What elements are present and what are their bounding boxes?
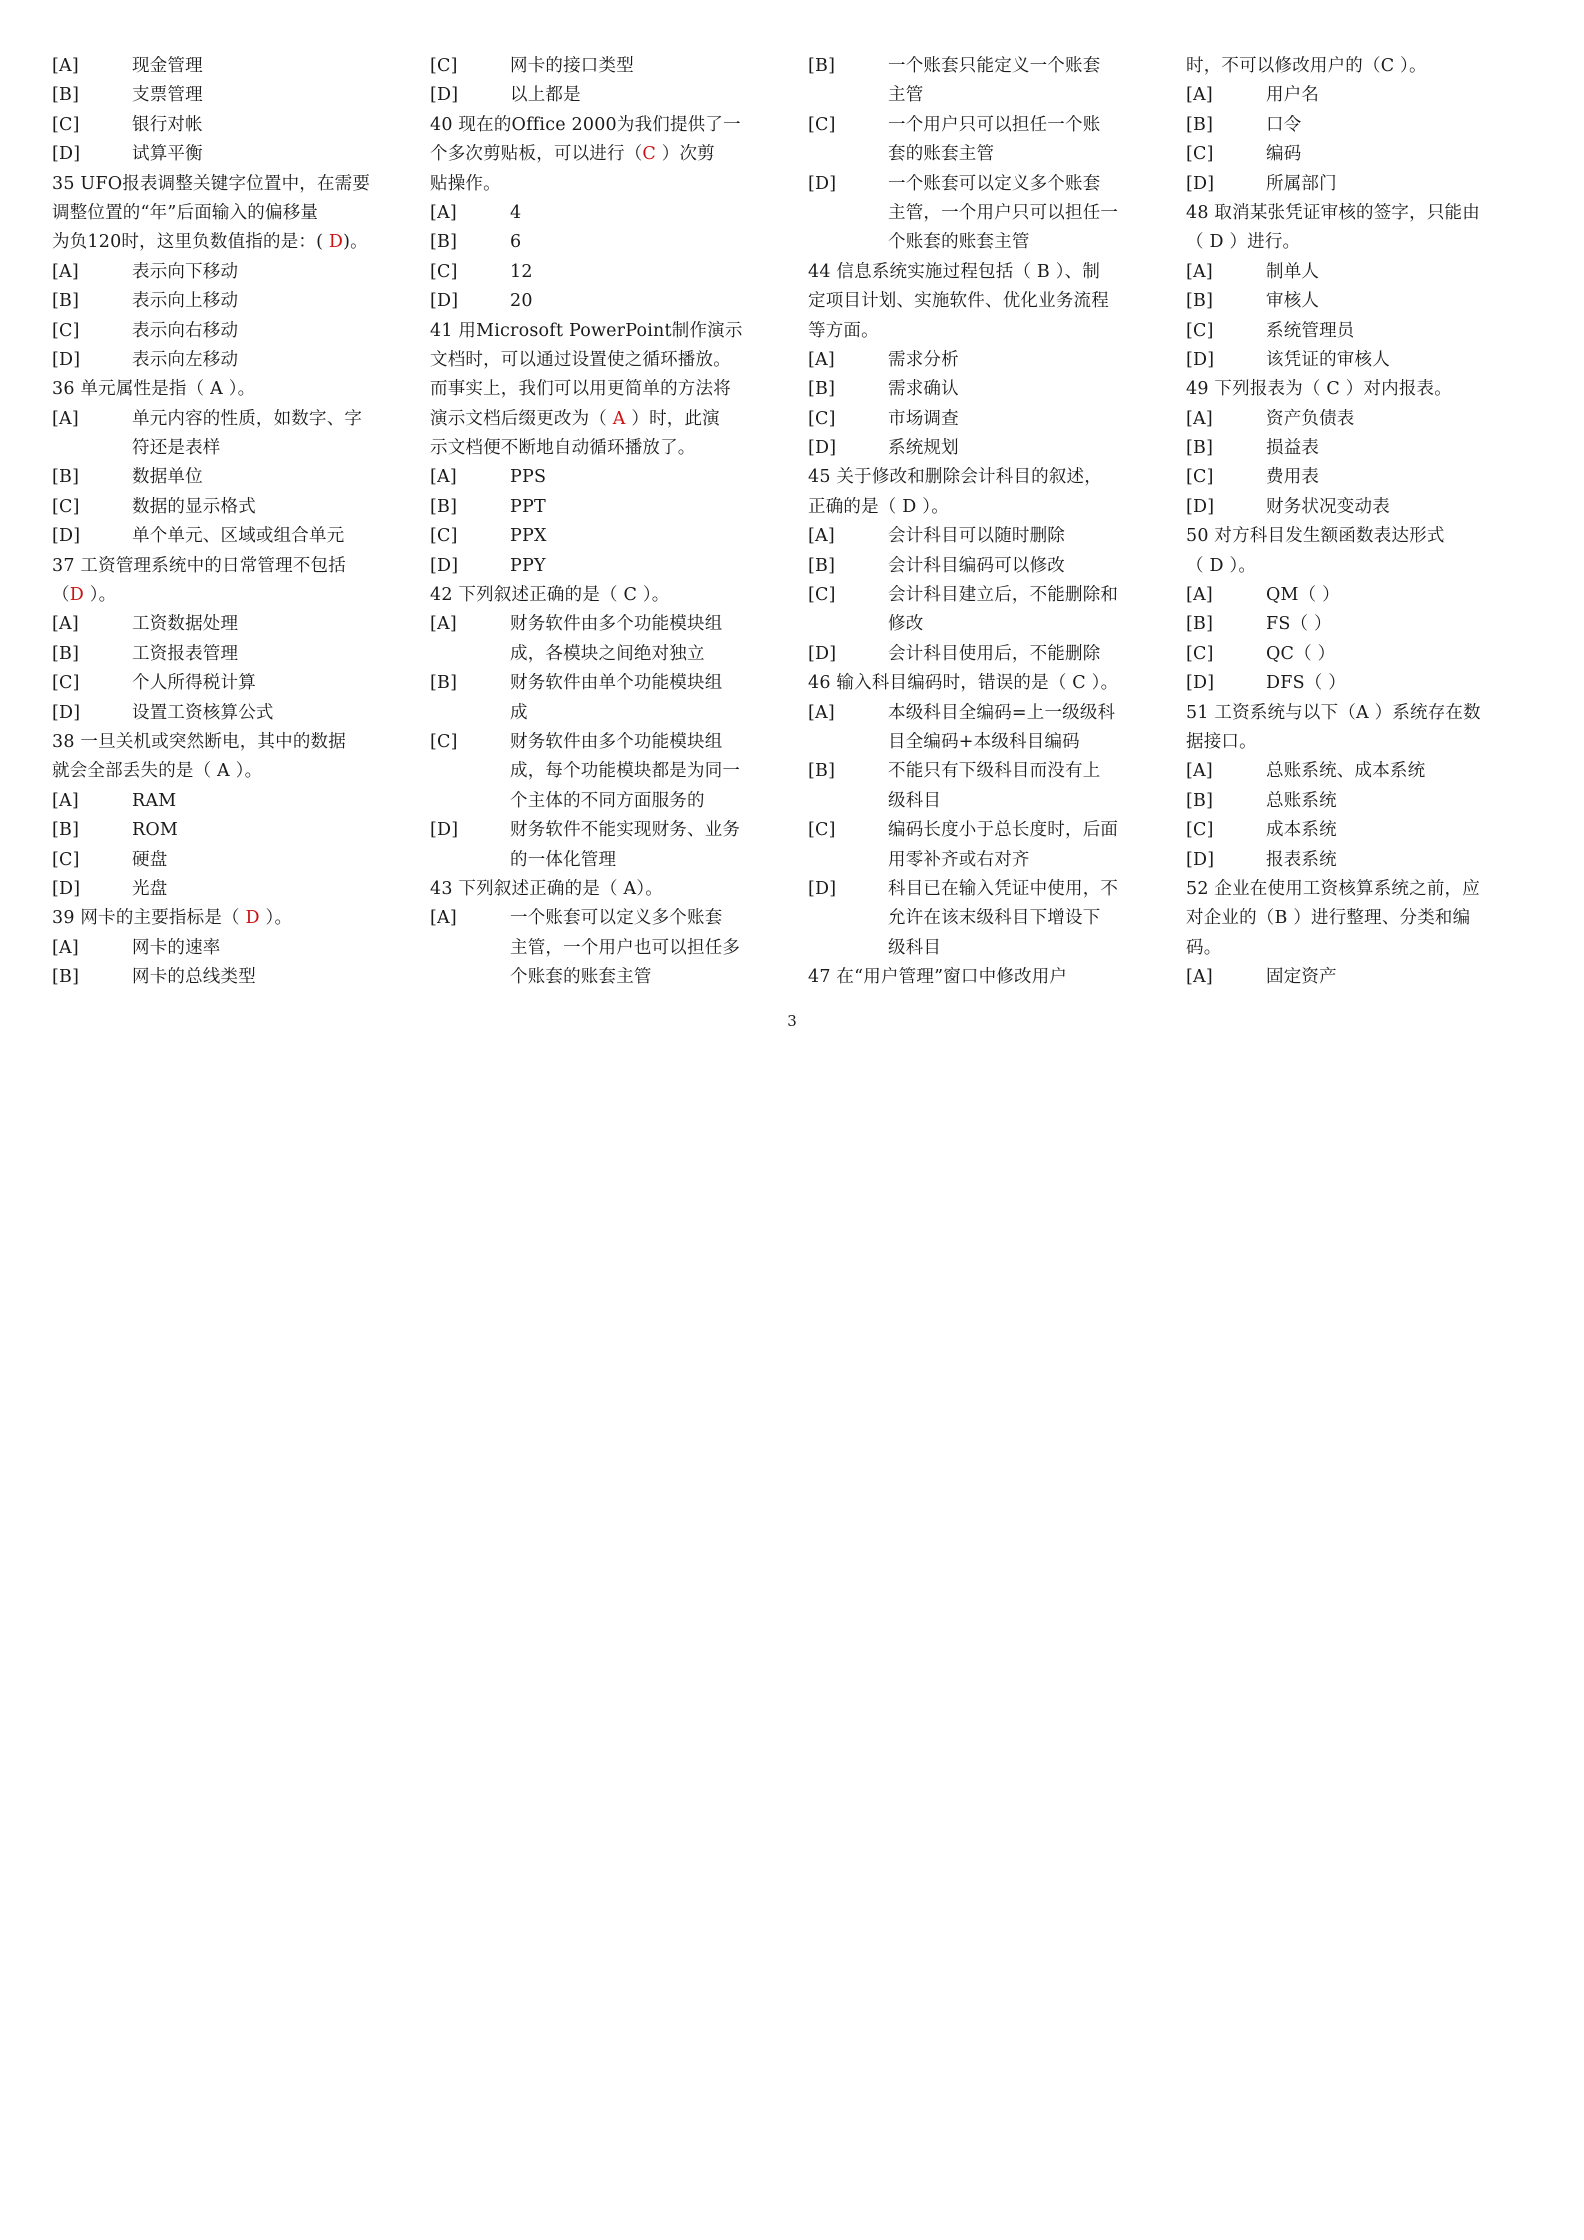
question-line: 50 对方科目发生额函数表达形式: [1186, 526, 1445, 547]
option-row: [52, 846, 402, 875]
option-label: [C]: [1186, 467, 1214, 488]
question-text: ）。: [259, 908, 293, 929]
option-label: [D]: [52, 526, 81, 547]
option-text: 光盘: [132, 878, 168, 899]
option-text: 工资报表管理: [132, 643, 239, 664]
option-text: 表示向左移动: [132, 349, 239, 370]
option-row: [808, 375, 1158, 404]
option-label: [B]: [52, 291, 80, 312]
option-row: [808, 111, 1158, 140]
option-text: QC（ ）: [1266, 643, 1336, 664]
option-label: [B]: [1186, 438, 1214, 459]
option-row: [52, 52, 402, 81]
option-row: [430, 258, 780, 287]
option-text: 需求分析: [888, 349, 959, 370]
option-continuation: 修改: [888, 614, 924, 635]
option-label: [A]: [1186, 761, 1213, 782]
option-continuation: 级科目: [888, 790, 942, 811]
option-row: [1186, 405, 1536, 434]
option-label: [A]: [430, 467, 457, 488]
option-text: 会计科目使用后，不能删除: [888, 643, 1101, 664]
question-text: （: [52, 585, 70, 606]
question-line: 43 下列叙述正确的是（ A）。: [430, 878, 663, 899]
question-line: 40 现在的Office 2000为我们提供了一: [430, 114, 741, 135]
option-row: [1186, 581, 1536, 610]
option-label: [C]: [430, 731, 458, 752]
option-text: 会计科目可以随时删除: [888, 526, 1065, 547]
page-number: 3: [787, 1012, 797, 1030]
option-text: 口令: [1266, 114, 1302, 135]
question-line: 46 输入科目编码时，错误的是（ C ）。: [808, 673, 1119, 694]
option-label: [D]: [808, 878, 837, 899]
option-continuation: 成: [510, 702, 528, 723]
option-row: [430, 904, 780, 933]
option-row: [1186, 170, 1536, 199]
option-text: 硬盘: [132, 849, 168, 870]
answer-mark: A: [612, 408, 626, 429]
option-continuation: 成，各模块之间绝对独立: [510, 643, 705, 664]
option-row: [1186, 258, 1536, 287]
option-text: 总账系统、成本系统: [1266, 761, 1426, 782]
option-label: [A]: [1186, 585, 1213, 606]
option-label: [D]: [430, 85, 459, 106]
answer-mark: D: [69, 585, 84, 606]
question-line: 定项目计划、实施软件、优化业务流程: [808, 291, 1109, 312]
option-text: 单元内容的性质，如数字、字: [132, 408, 363, 429]
option-text: FS（ ）: [1266, 614, 1332, 635]
option-row: [1186, 963, 1536, 992]
option-text: 本级科目全编码=上一级级科: [888, 702, 1116, 723]
question-text: 为负120时，这里负数值指的是：(: [52, 232, 329, 253]
option-continuation: 个账套的账套主管: [888, 232, 1030, 253]
option-label: [A]: [808, 349, 835, 370]
question-line: 44 信息系统实施过程包括（ B ）、制: [808, 261, 1101, 282]
question-text: ）时，此演: [625, 408, 720, 429]
question-line: 38 一旦关机或突然断电，其中的数据: [52, 731, 346, 752]
option-label: [D]: [808, 173, 837, 194]
option-row: [430, 610, 780, 639]
option-text: 一个账套只能定义一个账套: [888, 56, 1101, 76]
option-text: 固定资产: [1266, 967, 1337, 988]
option-row: [808, 405, 1158, 434]
option-text: 编码长度小于总长度时，后面: [888, 820, 1119, 841]
option-text: 表示向下移动: [132, 261, 239, 282]
option-label: [D]: [1186, 849, 1215, 870]
option-row: [52, 963, 402, 992]
option-label: [B]: [52, 85, 80, 106]
question-text: 个多次剪贴板，可以进行（: [430, 144, 643, 165]
option-continuation: 主管，一个用户也可以担任多: [510, 937, 741, 958]
option-text: 财务软件不能实现财务、业务: [510, 820, 741, 841]
option-label: [C]: [808, 408, 836, 429]
option-row: [430, 52, 780, 81]
option-row: [430, 199, 780, 228]
option-label: [A]: [52, 56, 79, 76]
question-text: )。: [343, 232, 368, 253]
question-line: [52, 228, 402, 257]
option-row: [1186, 287, 1536, 316]
option-row: [1186, 463, 1536, 492]
option-label: [B]: [52, 467, 80, 488]
option-label: [A]: [1186, 261, 1213, 282]
option-text: 6: [510, 232, 522, 253]
option-text: RAM: [132, 790, 177, 811]
option-row: [52, 287, 402, 316]
option-label: [B]: [1186, 114, 1214, 135]
option-row: [52, 610, 402, 639]
option-label: [B]: [430, 673, 458, 694]
option-row: [808, 52, 1158, 81]
option-text: 设置工资核算公式: [132, 702, 274, 723]
option-continuation: 符还是表样: [132, 438, 221, 459]
question-line: 等方面。: [808, 320, 879, 341]
option-row: [52, 640, 402, 669]
question-line: （ D ）。: [1186, 555, 1257, 576]
option-text: 以上都是: [510, 85, 581, 106]
option-label: [C]: [1186, 144, 1214, 165]
question-line: 51 工资系统与以下（A ）系统存在数: [1186, 702, 1481, 723]
option-text: 编码: [1266, 144, 1302, 165]
option-text: 系统规划: [888, 438, 959, 459]
option-label: [B]: [52, 967, 80, 988]
option-row: [1186, 111, 1536, 140]
question-line: 48 取消某张凭证审核的签字，只能由: [1186, 202, 1480, 223]
option-label: [C]: [1186, 320, 1214, 341]
option-text: 表示向右移动: [132, 320, 239, 341]
option-text: 支票管理: [132, 85, 203, 106]
option-label: [D]: [1186, 173, 1215, 194]
option-text: 需求确认: [888, 379, 959, 400]
option-label: [B]: [808, 761, 836, 782]
option-text: 财务软件由多个功能模块组: [510, 614, 723, 635]
question-line: [52, 904, 402, 933]
question-line: 码。: [1186, 937, 1222, 958]
option-text: 所属部门: [1266, 173, 1337, 194]
question-line: 调整位置的“年”后面输入的偏移量: [52, 202, 319, 223]
option-label: [A]: [430, 202, 457, 223]
option-label: [A]: [1186, 967, 1213, 988]
question-line: [52, 581, 402, 610]
question-line: 据接口。: [1186, 731, 1257, 752]
question-line: 47 在“用户管理”窗口中修改用户: [808, 967, 1068, 988]
option-text: 总账系统: [1266, 790, 1337, 811]
option-label: [A]: [430, 908, 457, 929]
option-text: PPT: [510, 496, 546, 517]
option-row: [52, 405, 402, 434]
option-row: [808, 757, 1158, 786]
option-text: 费用表: [1266, 467, 1320, 488]
question-text: ）。: [83, 585, 117, 606]
option-label: [A]: [1186, 408, 1213, 429]
option-row: [52, 111, 402, 140]
option-label: [B]: [430, 232, 458, 253]
question-line: 就会全部丢失的是（ A ）。: [52, 761, 263, 782]
option-continuation: 个主体的不同方面服务的: [510, 790, 705, 811]
option-text: 制单人: [1266, 261, 1320, 282]
option-label: [C]: [808, 585, 836, 606]
option-row: [52, 699, 402, 728]
text-column-2: [430, 52, 780, 993]
answer-mark: D: [245, 908, 260, 929]
question-line: 42 下列叙述正确的是（ C ）。: [430, 585, 670, 606]
option-text: 一个账套可以定义多个账套: [510, 908, 723, 929]
option-row: [808, 640, 1158, 669]
option-text: 审核人: [1266, 291, 1320, 312]
option-text: 科目已在输入凭证中使用，不: [888, 878, 1119, 899]
option-text: 财务软件由单个功能模块组: [510, 673, 723, 694]
option-continuation: 套的账套主管: [888, 144, 995, 165]
option-text: 4: [510, 202, 522, 223]
option-text: 网卡的总线类型: [132, 967, 256, 988]
option-text: 损益表: [1266, 438, 1320, 459]
option-label: [B]: [430, 496, 458, 517]
option-text: ROM: [132, 820, 179, 841]
question-line: [430, 140, 780, 169]
option-row: [52, 669, 402, 698]
option-row: [430, 463, 780, 492]
option-row: [52, 463, 402, 492]
option-label: [C]: [52, 849, 80, 870]
option-row: [430, 669, 780, 698]
option-text: 数据的显示格式: [132, 496, 256, 517]
option-row: [1186, 434, 1536, 463]
option-label: [C]: [430, 261, 458, 282]
option-text: 银行对帐: [132, 114, 203, 135]
option-label: [B]: [52, 820, 80, 841]
question-line: 对企业的（B ）进行整理、分类和编: [1186, 908, 1471, 929]
option-continuation: 主管，一个用户只可以担任一: [888, 202, 1119, 223]
option-label: [D]: [808, 438, 837, 459]
option-label: [C]: [52, 320, 80, 341]
option-row: [430, 81, 780, 110]
option-continuation: 目全编码+本级科目编码: [888, 731, 1080, 752]
option-row: [52, 934, 402, 963]
option-text: 会计科目编码可以修改: [888, 555, 1065, 576]
option-label: [B]: [808, 555, 836, 576]
option-text: 个人所得税计算: [132, 673, 256, 694]
option-row: [52, 787, 402, 816]
option-text: 表示向上移动: [132, 291, 239, 312]
option-label: [A]: [808, 702, 835, 723]
option-row: [808, 699, 1158, 728]
option-row: [808, 522, 1158, 551]
option-row: [808, 552, 1158, 581]
option-text: 市场调查: [888, 408, 959, 429]
option-label: [A]: [52, 790, 79, 811]
text-column-4: [1186, 52, 1536, 993]
option-row: [430, 552, 780, 581]
option-label: [D]: [1186, 496, 1215, 517]
option-row: [430, 287, 780, 316]
option-row: [52, 317, 402, 346]
question-line: 36 单元属性是指（ A ）。: [52, 379, 256, 400]
option-text: 资产负债表: [1266, 408, 1355, 429]
option-text: 该凭证的审核人: [1266, 349, 1390, 370]
option-row: [430, 728, 780, 757]
option-text: 成本系统: [1266, 820, 1337, 841]
option-row: [430, 522, 780, 551]
option-row: [52, 522, 402, 551]
option-row: [52, 258, 402, 287]
option-text: 数据单位: [132, 467, 203, 488]
option-row: [808, 346, 1158, 375]
option-label: [A]: [52, 261, 79, 282]
option-text: 会计科目建立后，不能删除和: [888, 585, 1119, 606]
option-row: [430, 816, 780, 845]
option-continuation: 的一体化管理: [510, 849, 617, 870]
option-row: [808, 816, 1158, 845]
option-text: 财务状况变动表: [1266, 496, 1390, 517]
question-line: 贴操作。: [430, 173, 501, 194]
question-line: （ D ）进行。: [1186, 232, 1301, 253]
option-text: PPX: [510, 526, 547, 547]
option-row: [52, 493, 402, 522]
option-label: [B]: [1186, 614, 1214, 635]
option-label: [A]: [52, 614, 79, 635]
option-text: 一个用户只可以担任一个账: [888, 114, 1101, 135]
option-row: [808, 581, 1158, 610]
option-row: [1186, 787, 1536, 816]
option-label: [D]: [430, 291, 459, 312]
option-text: 20: [510, 291, 533, 312]
option-row: [1186, 81, 1536, 110]
option-label: [C]: [808, 114, 836, 135]
answer-mark: C: [642, 144, 656, 165]
option-text: 单个单元、区域或组合单元: [132, 526, 345, 547]
option-label: [D]: [808, 643, 837, 664]
option-continuation: 用零补齐或右对齐: [888, 849, 1030, 870]
option-label: [B]: [808, 56, 836, 76]
option-row: [52, 816, 402, 845]
option-row: [52, 81, 402, 110]
option-label: [D]: [1186, 349, 1215, 370]
question-line: 49 下列报表为（ C ）对内报表。: [1186, 379, 1452, 400]
option-row: [430, 493, 780, 522]
question-line: 45 关于修改和删除会计科目的叙述，: [808, 467, 1102, 488]
option-text: 系统管理员: [1266, 320, 1355, 341]
option-label: [C]: [1186, 820, 1214, 841]
option-label: [D]: [52, 144, 81, 165]
option-row: [430, 228, 780, 257]
option-row: [1186, 346, 1536, 375]
option-label: [B]: [1186, 790, 1214, 811]
question-line: 正确的是（ D ）。: [808, 496, 949, 517]
option-label: [A]: [430, 614, 457, 635]
option-text: 试算平衡: [132, 144, 203, 165]
question-text: ）次剪: [656, 144, 715, 165]
option-row: [808, 875, 1158, 904]
option-text: DFS（ ）: [1266, 673, 1346, 694]
question-line: 35 UFO报表调整关键字位置中，在需要: [52, 173, 371, 194]
option-row: [1186, 669, 1536, 698]
option-row: [1186, 140, 1536, 169]
option-text: PPS: [510, 467, 547, 488]
question-text: 39 网卡的主要指标是（: [52, 908, 246, 929]
option-text: 一个账套可以定义多个账套: [888, 173, 1101, 194]
text-column-3: [808, 52, 1158, 993]
question-line: 52 企业在使用工资核算系统之前，应: [1186, 878, 1480, 899]
option-text: 网卡的接口类型: [510, 56, 634, 76]
option-row: [1186, 317, 1536, 346]
option-text: 现金管理: [132, 56, 203, 76]
option-continuation: 个账套的账套主管: [510, 967, 652, 988]
option-label: [C]: [52, 496, 80, 517]
option-row: [808, 170, 1158, 199]
question-line: 37 工资管理系统中的日常管理不包括: [52, 555, 346, 576]
option-label: [C]: [52, 114, 80, 135]
option-label: [A]: [52, 408, 79, 429]
answer-mark: D: [328, 232, 344, 253]
option-text: 12: [510, 261, 533, 282]
question-line: 41 用Microsoft PowerPoint制作演示: [430, 320, 743, 341]
option-label: [C]: [1186, 643, 1214, 664]
option-label: [D]: [52, 702, 81, 723]
option-text: PPY: [510, 555, 546, 576]
option-row: [1186, 816, 1536, 845]
option-row: [1186, 640, 1536, 669]
option-label: [C]: [808, 820, 836, 841]
option-text: 工资数据处理: [132, 614, 239, 635]
question-line: 而事实上，我们可以用更简单的方法将: [430, 379, 731, 400]
option-label: [A]: [1186, 85, 1213, 106]
question-text: 演示文档后缀更改为（: [430, 408, 613, 429]
option-row: [1186, 846, 1536, 875]
question-line: 时，不可以修改用户的（C ）。: [1186, 56, 1427, 76]
option-label: [C]: [430, 56, 458, 76]
option-label: [C]: [430, 526, 458, 547]
option-row: [52, 346, 402, 375]
option-text: QM（ ）: [1266, 585, 1340, 606]
option-row: [52, 875, 402, 904]
option-row: [52, 140, 402, 169]
option-label: [C]: [52, 673, 80, 694]
option-continuation: 主管: [888, 85, 924, 106]
question-line: 示文档便不断地自动循环播放了。: [430, 438, 696, 459]
option-row: [1186, 493, 1536, 522]
option-continuation: 允许在该末级科目下增设下: [888, 908, 1101, 929]
option-text: 财务软件由多个功能模块组: [510, 731, 723, 752]
option-continuation: 成，每个功能模块都是为同一: [510, 761, 741, 782]
option-label: [D]: [430, 555, 459, 576]
option-continuation: 级科目: [888, 937, 942, 958]
option-text: 不能只有下级科目而没有上: [888, 761, 1101, 782]
option-text: 用户名: [1266, 85, 1320, 106]
option-text: 报表系统: [1266, 849, 1337, 870]
question-line: [430, 405, 780, 434]
option-label: [A]: [52, 937, 79, 958]
option-label: [D]: [1186, 673, 1215, 694]
option-label: [B]: [52, 643, 80, 664]
option-label: [D]: [430, 820, 459, 841]
option-label: [B]: [808, 379, 836, 400]
option-label: [A]: [808, 526, 835, 547]
option-label: [B]: [1186, 291, 1214, 312]
option-row: [1186, 757, 1536, 786]
option-label: [D]: [52, 878, 81, 899]
option-row: [808, 434, 1158, 463]
option-text: 网卡的速率: [132, 937, 221, 958]
option-row: [1186, 610, 1536, 639]
option-label: [D]: [52, 349, 81, 370]
question-line: 文档时，可以通过设置使之循环播放。: [430, 349, 731, 370]
text-column-1: [52, 52, 402, 993]
